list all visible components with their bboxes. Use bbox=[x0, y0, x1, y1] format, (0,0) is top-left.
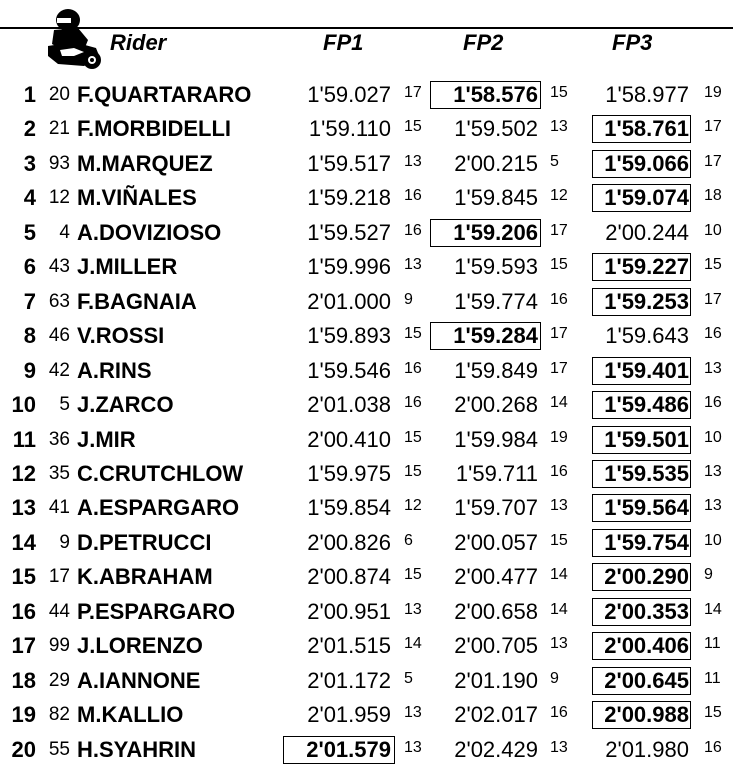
table-row bbox=[0, 629, 733, 664]
fp3-time-cell: 2'01.980 bbox=[605, 736, 689, 762]
fp3-laps-cell: 13 bbox=[704, 462, 722, 480]
table-row bbox=[0, 491, 733, 526]
rider-number-cell: 21 bbox=[48, 118, 70, 140]
fp1-time-cell: 1'59.110 bbox=[308, 116, 391, 142]
fp3-laps-cell: 17 bbox=[704, 290, 722, 308]
table-row bbox=[0, 698, 733, 733]
fp1-time-cell: 1'59.975 bbox=[307, 460, 391, 486]
rider-name-cell: F.MORBIDELLI bbox=[77, 116, 231, 142]
fp1-time-cell: 1'59.546 bbox=[307, 357, 391, 383]
fp3-laps-cell: 13 bbox=[704, 497, 722, 515]
rider-number-cell: 5 bbox=[59, 394, 70, 416]
position-cell: 16 bbox=[11, 598, 36, 624]
rider-name-cell: J.LORENZO bbox=[77, 633, 203, 659]
table-row bbox=[0, 526, 733, 561]
fp3-time-cell: 1'59.066 bbox=[604, 150, 689, 176]
fp1-time-cell: 2'01.172 bbox=[307, 667, 391, 693]
position-cell: 3 bbox=[23, 150, 36, 176]
fp3-laps-cell: 19 bbox=[704, 84, 722, 101]
rider-name-cell: A.ESPARGARO bbox=[77, 495, 240, 521]
position-cell: 18 bbox=[11, 667, 36, 693]
table-row bbox=[0, 388, 733, 423]
fp3-laps-cell: 10 bbox=[704, 428, 722, 446]
fp2-time-cell: 1'59.984 bbox=[454, 426, 538, 452]
position-cell: 7 bbox=[23, 288, 36, 314]
fp1-laps-cell: 16 bbox=[404, 359, 422, 377]
fp3-laps-cell: 11 bbox=[704, 669, 721, 687]
fp3-time-cell: 1'59.401 bbox=[604, 357, 689, 383]
rider-name-cell: A.RINS bbox=[77, 357, 152, 383]
fp3-laps-cell: 15 bbox=[704, 256, 722, 274]
fp3-time-cell: 1'58.977 bbox=[605, 82, 689, 107]
fp2-laps-cell: 14 bbox=[550, 600, 568, 618]
fp2-time-cell: 1'59.206 bbox=[453, 219, 538, 245]
rider-name-cell: J.ZARCO bbox=[77, 392, 174, 418]
fp3-laps-cell: 15 bbox=[704, 704, 722, 722]
fp2-time-cell: 2'01.190 bbox=[454, 667, 538, 693]
position-cell: 14 bbox=[11, 529, 36, 555]
fp1-time-cell: 1'59.893 bbox=[307, 323, 391, 349]
fp3-laps-cell: 10 bbox=[704, 221, 722, 239]
rider-number-cell: 93 bbox=[48, 152, 70, 174]
fp1-laps-cell: 13 bbox=[404, 256, 422, 274]
fp3-time-cell: 1'59.501 bbox=[604, 426, 689, 452]
fp2-laps-cell: 12 bbox=[550, 187, 568, 205]
rider-number-cell: 43 bbox=[48, 256, 70, 278]
fp3-time-cell: 1'59.754 bbox=[604, 529, 689, 555]
position-cell: 6 bbox=[23, 254, 36, 280]
fp3-laps-cell: 17 bbox=[704, 152, 722, 170]
fp3-laps-cell: 18 bbox=[704, 187, 722, 205]
rider-name-cell: M.VIÑALES bbox=[77, 185, 197, 211]
fp1-time-cell: 2'00.951 bbox=[307, 598, 391, 624]
rider-name-cell: P.ESPARGARO bbox=[77, 598, 236, 624]
table-row bbox=[0, 112, 733, 147]
fp2-laps-cell: 13 bbox=[550, 118, 568, 136]
fp1-laps-cell: 13 bbox=[404, 738, 422, 756]
fp2-laps-cell: 9 bbox=[550, 669, 559, 687]
rider-number-cell: 99 bbox=[48, 635, 70, 657]
fp3-laps-cell: 16 bbox=[704, 325, 722, 343]
table-row bbox=[0, 319, 733, 354]
fp1-time-cell: 1'59.996 bbox=[307, 254, 391, 280]
fp2-time-cell: 2'00.477 bbox=[454, 564, 538, 590]
position-cell: 2 bbox=[23, 116, 36, 142]
fp1-time-cell: 1'59.027 bbox=[307, 82, 391, 107]
rider-number-cell: 44 bbox=[48, 600, 70, 622]
fp3-time-cell: 1'59.486 bbox=[604, 392, 689, 418]
table-row bbox=[0, 354, 733, 389]
fp1-laps-cell: 13 bbox=[404, 152, 422, 170]
table-row bbox=[0, 457, 733, 492]
fp1-time-cell: 2'01.515 bbox=[307, 633, 391, 659]
fp2-column-header: FP2 bbox=[463, 30, 504, 55]
fp2-laps-cell: 14 bbox=[550, 394, 568, 412]
rider-name-cell: J.MILLER bbox=[77, 254, 178, 280]
fp3-time-cell: 1'59.535 bbox=[604, 460, 689, 486]
fp3-laps-cell: 16 bbox=[704, 394, 722, 412]
rider-name-cell: F.QUARTARARO bbox=[77, 82, 252, 107]
position-cell: 17 bbox=[11, 633, 36, 659]
fp3-time-cell: 1'59.564 bbox=[604, 495, 689, 521]
fp3-laps-cell: 10 bbox=[704, 531, 722, 549]
fp1-laps-cell: 6 bbox=[404, 531, 413, 549]
fp2-time-cell: 2'00.658 bbox=[454, 598, 538, 624]
rider-number-cell: 4 bbox=[59, 221, 70, 243]
fp2-laps-cell: 16 bbox=[550, 704, 568, 722]
rider-name-cell: M.KALLIO bbox=[77, 702, 184, 728]
position-cell: 4 bbox=[23, 185, 36, 211]
fp3-time-cell: 1'59.253 bbox=[604, 288, 689, 314]
rider-number-cell: 42 bbox=[48, 359, 70, 381]
fp3-time-cell: 2'00.353 bbox=[604, 598, 689, 624]
fp2-laps-cell: 14 bbox=[550, 566, 568, 584]
rider-name-cell: D.PETRUCCI bbox=[77, 529, 212, 555]
fp2-time-cell: 2'00.268 bbox=[454, 392, 538, 418]
fp2-time-cell: 1'59.284 bbox=[453, 323, 538, 349]
fp2-laps-cell: 19 bbox=[550, 428, 568, 446]
fp3-time-cell: 2'00.244 bbox=[605, 219, 689, 245]
position-cell: 5 bbox=[23, 219, 36, 245]
fp1-time-cell: 2'00.410 bbox=[307, 426, 391, 452]
rider-column-header: Rider bbox=[110, 30, 167, 55]
fp3-time-cell: 1'59.227 bbox=[604, 254, 689, 280]
fp1-time-cell: 2'01.579 bbox=[306, 736, 391, 762]
fp2-time-cell: 1'59.593 bbox=[454, 254, 538, 280]
fp1-laps-cell: 16 bbox=[404, 187, 422, 205]
rider-number-cell: 20 bbox=[48, 84, 70, 105]
rider-name-cell: C.CRUTCHLOW bbox=[77, 460, 244, 486]
rider-name-cell: A.DOVIZIOSO bbox=[77, 219, 222, 245]
rider-number-cell: 17 bbox=[48, 566, 70, 588]
fp2-time-cell: 2'00.705 bbox=[454, 633, 538, 659]
header-rule bbox=[0, 27, 733, 29]
rider-number-cell: 9 bbox=[59, 531, 70, 553]
rider-name-cell: J.MIR bbox=[77, 426, 136, 452]
fp2-time-cell: 2'00.057 bbox=[454, 529, 538, 555]
rider-number-cell: 55 bbox=[48, 738, 70, 760]
fp2-time-cell: 1'59.849 bbox=[454, 357, 538, 383]
motorcycle-rider-icon bbox=[44, 6, 104, 70]
fp1-laps-cell: 16 bbox=[404, 221, 422, 239]
fp1-time-cell: 1'59.527 bbox=[307, 219, 391, 245]
rider-number-cell: 35 bbox=[48, 462, 70, 484]
fp1-laps-cell: 15 bbox=[404, 428, 422, 446]
header-row bbox=[0, 0, 733, 68]
table-row bbox=[0, 595, 733, 630]
fp1-time-cell: 2'00.874 bbox=[307, 564, 391, 590]
position-cell: 19 bbox=[11, 702, 36, 728]
fp1-time-cell: 2'00.826 bbox=[307, 529, 391, 555]
fp1-laps-cell: 15 bbox=[404, 566, 422, 584]
position-cell: 20 bbox=[11, 736, 36, 762]
table-row bbox=[0, 733, 733, 768]
position-cell: 9 bbox=[23, 357, 36, 383]
fp2-laps-cell: 17 bbox=[550, 221, 568, 239]
fp2-time-cell: 2'02.017 bbox=[454, 702, 538, 728]
fp1-laps-cell: 13 bbox=[404, 704, 422, 722]
fp1-time-cell: 2'01.000 bbox=[307, 288, 391, 314]
rider-name-cell: H.SYAHRIN bbox=[77, 736, 196, 762]
fp2-laps-cell: 13 bbox=[550, 497, 568, 515]
fp1-time-cell: 1'59.218 bbox=[307, 185, 391, 211]
fp1-laps-cell: 13 bbox=[404, 600, 422, 618]
fp2-laps-cell: 15 bbox=[550, 256, 568, 274]
rider-number-cell: 46 bbox=[48, 325, 70, 347]
fp2-laps-cell: 17 bbox=[550, 325, 568, 343]
fp3-time-cell: 2'00.290 bbox=[604, 564, 689, 590]
position-cell: 11 bbox=[12, 426, 36, 452]
fp3-time-cell: 1'59.074 bbox=[604, 185, 689, 211]
fp1-laps-cell: 15 bbox=[404, 325, 422, 343]
rider-number-cell: 36 bbox=[48, 428, 70, 450]
rider-number-cell: 41 bbox=[48, 497, 70, 519]
fp3-laps-cell: 11 bbox=[704, 635, 721, 653]
fp2-laps-cell: 13 bbox=[550, 738, 568, 756]
fp2-laps-cell: 16 bbox=[550, 462, 568, 480]
rider-name-cell: K.ABRAHAM bbox=[77, 564, 213, 590]
fp2-laps-cell: 5 bbox=[550, 152, 559, 170]
fp1-time-cell: 2'01.038 bbox=[307, 392, 391, 418]
fp3-time-cell: 1'59.643 bbox=[605, 323, 689, 349]
fp3-laps-cell: 16 bbox=[704, 738, 722, 756]
fp3-time-cell: 2'00.988 bbox=[604, 702, 689, 728]
fp2-laps-cell: 15 bbox=[550, 531, 568, 549]
fp2-time-cell: 2'00.215 bbox=[454, 150, 538, 176]
table-row bbox=[0, 147, 733, 182]
fp2-time-cell: 1'59.845 bbox=[454, 185, 538, 211]
fp1-laps-cell: 15 bbox=[404, 462, 422, 480]
fp3-laps-cell: 17 bbox=[704, 118, 722, 136]
rider-name-cell: V.ROSSI bbox=[77, 323, 165, 349]
table-row bbox=[0, 423, 733, 458]
table-row bbox=[0, 560, 733, 595]
fp1-time-cell: 2'01.959 bbox=[307, 702, 391, 728]
position-cell: 10 bbox=[11, 392, 36, 418]
fp1-laps-cell: 9 bbox=[404, 290, 413, 308]
table-row bbox=[0, 78, 733, 113]
fp1-time-cell: 1'59.854 bbox=[307, 495, 391, 521]
position-cell: 8 bbox=[23, 323, 36, 349]
position-cell: 1 bbox=[23, 82, 36, 107]
rider-number-cell: 29 bbox=[48, 669, 70, 691]
fp1-laps-cell: 15 bbox=[404, 118, 422, 136]
fp2-time-cell: 1'59.502 bbox=[454, 116, 538, 142]
fp3-time-cell: 2'00.406 bbox=[604, 633, 689, 659]
fp2-laps-cell: 16 bbox=[550, 290, 568, 308]
rider-name-cell: M.MARQUEZ bbox=[77, 150, 213, 176]
position-cell: 13 bbox=[11, 495, 36, 521]
rider-number-cell: 63 bbox=[48, 290, 70, 312]
table-row bbox=[0, 285, 733, 320]
fp3-column-header: FP3 bbox=[612, 30, 653, 55]
position-cell: 15 bbox=[11, 564, 36, 590]
table-row bbox=[0, 250, 733, 285]
rider-number-cell: 12 bbox=[48, 187, 70, 209]
fp2-time-cell: 2'02.429 bbox=[454, 736, 538, 762]
fp1-laps-cell: 16 bbox=[404, 394, 422, 412]
fp2-time-cell: 1'59.774 bbox=[454, 288, 538, 314]
fp1-column-header: FP1 bbox=[323, 30, 364, 55]
fp3-laps-cell: 13 bbox=[704, 359, 722, 377]
fp2-time-cell: 1'59.711 bbox=[455, 460, 538, 486]
fp1-laps-cell: 14 bbox=[404, 635, 422, 653]
rider-name-cell: F.BAGNAIA bbox=[77, 288, 197, 314]
rider-name-cell: A.IANNONE bbox=[77, 667, 201, 693]
fp2-laps-cell: 15 bbox=[550, 84, 568, 101]
fp2-laps-cell: 17 bbox=[550, 359, 568, 377]
position-cell: 12 bbox=[11, 460, 36, 486]
fp1-laps-cell: 17 bbox=[404, 84, 422, 101]
fp1-laps-cell: 12 bbox=[404, 497, 422, 515]
table-row bbox=[0, 664, 733, 699]
table-row bbox=[0, 181, 733, 216]
fp3-laps-cell: 14 bbox=[704, 600, 722, 618]
rider-number-cell: 82 bbox=[48, 704, 70, 726]
fp2-time-cell: 1'59.707 bbox=[454, 495, 538, 521]
fp2-time-cell: 1'58.576 bbox=[453, 82, 538, 107]
fp2-laps-cell: 13 bbox=[550, 635, 568, 653]
fp3-laps-cell: 9 bbox=[704, 566, 713, 584]
fp3-time-cell: 1'58.761 bbox=[604, 116, 689, 142]
fp1-laps-cell: 5 bbox=[404, 669, 413, 687]
fp3-time-cell: 2'00.645 bbox=[604, 667, 689, 693]
fp1-time-cell: 1'59.517 bbox=[307, 150, 391, 176]
table-row bbox=[0, 216, 733, 251]
